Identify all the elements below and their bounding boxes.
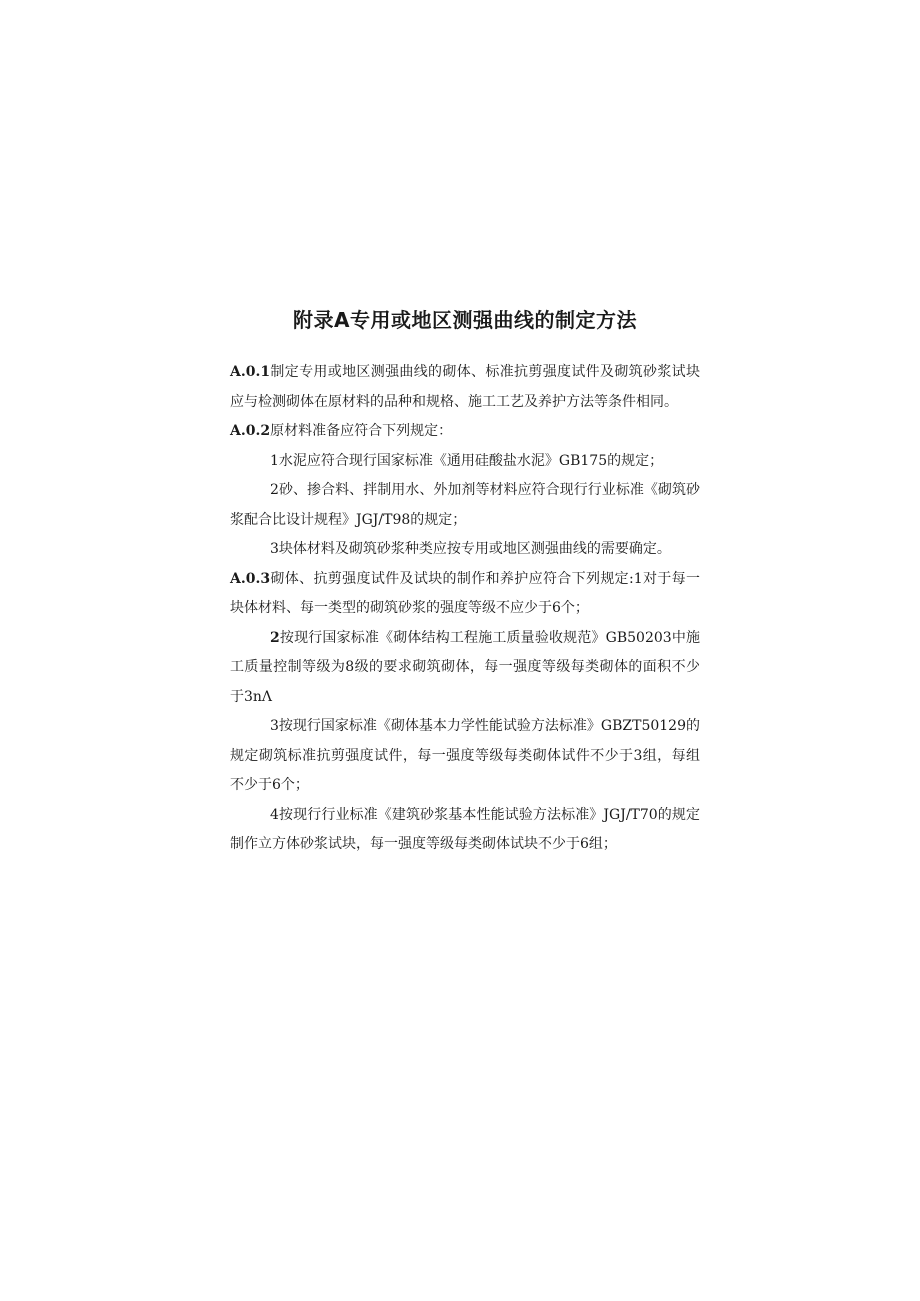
clause-label: A.0.1 bbox=[230, 364, 271, 380]
item-text: 水泥应符合现行国家标准《通用硅酸盐水泥》GB175的规定； bbox=[278, 452, 664, 469]
clause-a02 bbox=[230, 417, 700, 447]
item-a03-2 bbox=[230, 624, 700, 713]
clause-a01 bbox=[230, 358, 700, 417]
clause-label: A.0.3 bbox=[230, 570, 271, 587]
item-text: 按现行国家标准《砌体结构工程施工质量验收规范》GB50203中施工质量控制等级为8级的要求砌筑砌体，每一强度等级每类砌体的面积不少于3nΛ bbox=[230, 629, 700, 705]
item-a02-2 bbox=[230, 476, 700, 535]
document-page bbox=[230, 300, 700, 860]
clause-text: 原材料准备应符合下列规定： bbox=[270, 423, 453, 439]
item-a03-3 bbox=[230, 712, 700, 801]
clause-label: A.0.2 bbox=[230, 423, 271, 439]
clause-text: 砌体、抗剪强度试件及试块的制作和养护应符合下列规定:1对于每一块体材料、每一类型的砌筑砂浆的强度等级不应少于6个； bbox=[230, 570, 700, 616]
item-a02-1 bbox=[230, 447, 700, 477]
clause-a03 bbox=[230, 565, 700, 624]
item-label: 3 bbox=[270, 541, 279, 557]
item-label: 4 bbox=[270, 806, 279, 823]
item-text: 按现行行业标准《建筑砂浆基本性能试验方法标准》JGJ/T70的规定制作立方体砂浆试块，每一强度等级每类砌体试块不少于6组； bbox=[230, 806, 700, 852]
item-text: 按现行国家标准《砌体基本力学性能试验方法标准》GBZT50129的规定砌筑标准抗剪强度试件，每一强度等级每类砌体试件不少于3组，每组不少于6个； bbox=[230, 718, 700, 793]
item-label: 1 bbox=[270, 452, 279, 469]
item-label: 3 bbox=[270, 718, 279, 734]
item-label: 2 bbox=[270, 482, 279, 498]
clause-text: 制定专用或地区测强曲线的砌体、标准抗剪强度试件及砌筑砂浆试块应与检测砌体在原材料的品种和规格、施工工艺及养护方法等条件相同。 bbox=[230, 364, 700, 410]
item-text: 块体材料及砌筑砂浆种类应按专用或地区测强曲线的需要确定。 bbox=[278, 541, 671, 557]
item-a02-3 bbox=[230, 535, 700, 565]
item-a03-4 bbox=[230, 801, 700, 860]
page-title: 附录A专用或地区测强曲线的制定方法 bbox=[293, 308, 637, 332]
item-text: 砂、掺合料、拌制用水、外加剂等材料应符合现行行业标准《砌筑砂浆配合比设计规程》JGJ/T98的规定； bbox=[230, 482, 700, 528]
item-label: 2 bbox=[270, 629, 280, 646]
